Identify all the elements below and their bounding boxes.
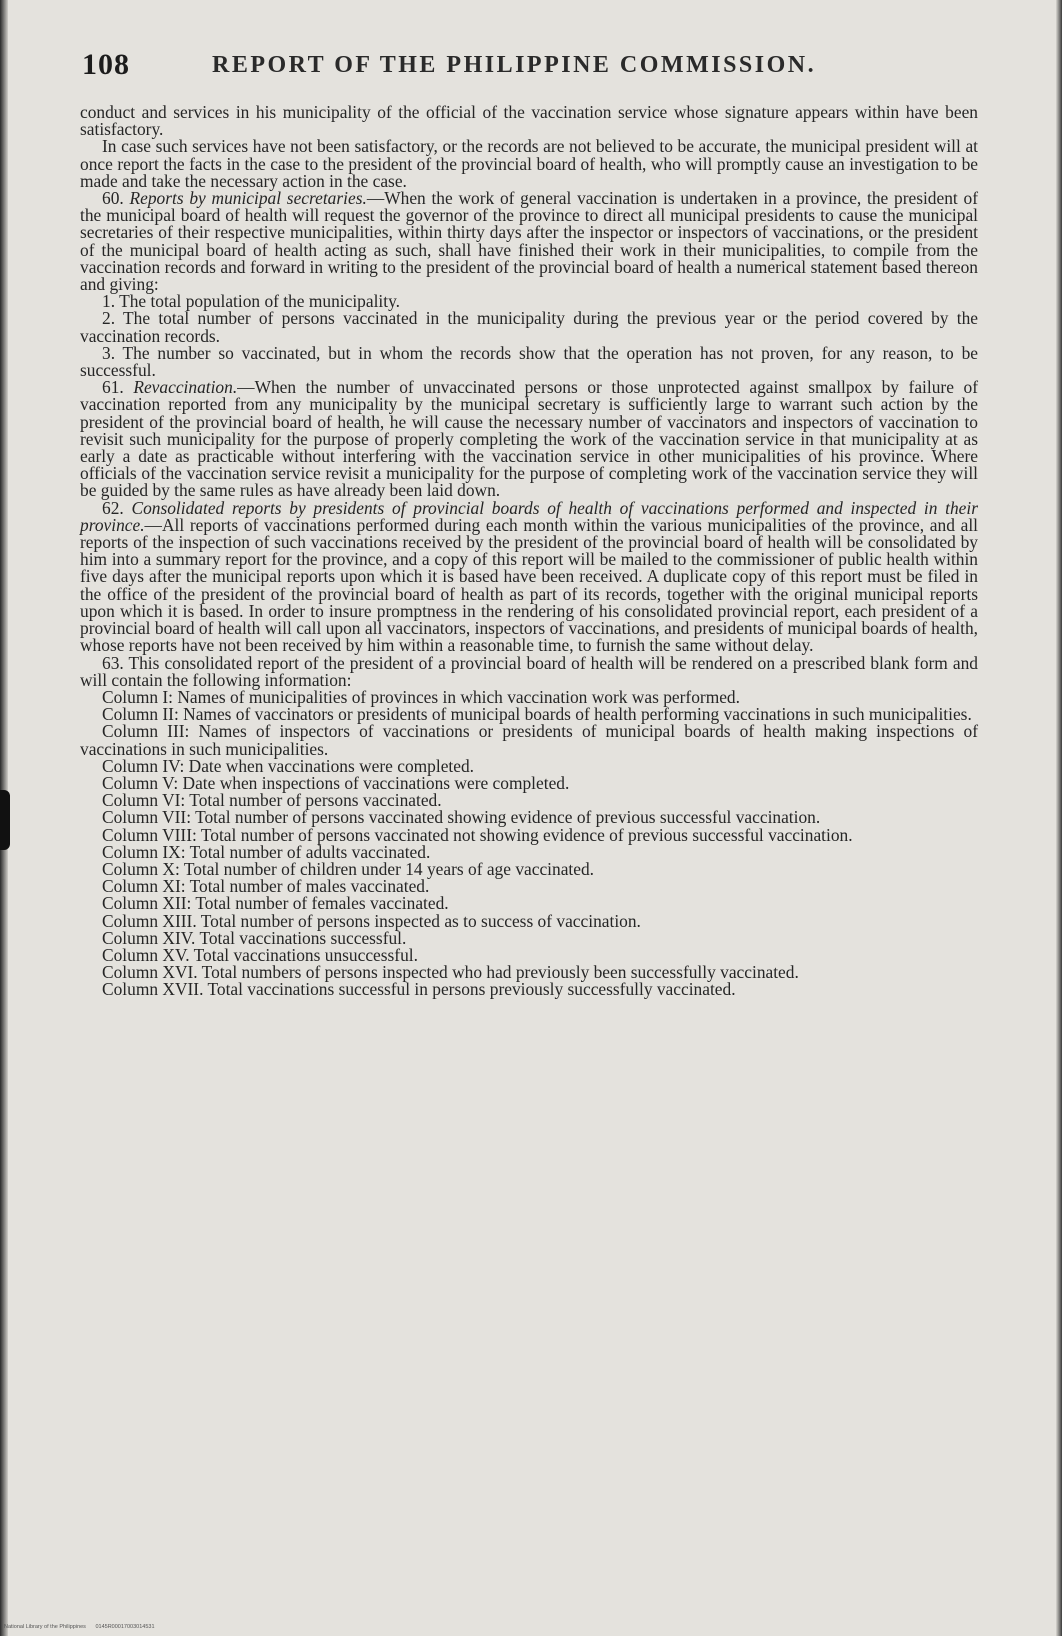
- list-item: 3. The number so vaccinated, but in whom the records show that the operation has not proven, for any reason, to be successful.: [80, 342, 978, 381]
- page-right-edge: [1056, 0, 1062, 1636]
- column-item: Column XIII. Total number of persons inspected as to success of vaccination.: [102, 910, 641, 931]
- column-item: Column VII: Total number of persons vaccinated showing evidence of previous successful vaccination.: [102, 807, 821, 828]
- column-item: Column XVI. Total numbers of persons inspected who had previously been successfully vaccinated.: [102, 962, 799, 983]
- column-item: Column VI: Total number of persons vaccinated.: [102, 790, 442, 811]
- list-item: 1. The total population of the municipality.: [102, 291, 401, 312]
- column-item: Column XII: Total number of females vaccinated.: [102, 893, 449, 914]
- section-title: Reports by municipal secretaries.: [129, 188, 367, 209]
- paragraph-section-63: 63. This consolidated report of the president of a provincial board of health will be rendered on a prescribed blank form and will contain the following information:: [80, 652, 978, 690]
- binding-mark: [0, 790, 10, 850]
- section-body: —When the work of general vaccination is undertaken in a province, the president of the municipal board of health will request the governor of the province to direct all municipal presidents to cause the municipal secretaries of their respective municipalities, within thirty days after the inspector or inspectors of vaccinations, or the president of the municipal board of health acting as such, shall have finished their work in their municipalities, to compile from the vaccination records and forward in writing to the president of the provincial board of health a numerical statement based thereon and giving:: [80, 188, 978, 295]
- scan-id: 0145R00017003014531: [95, 1624, 155, 1630]
- section-number: 62.: [102, 497, 124, 518]
- paragraph-section-60: [80, 190, 978, 293]
- column-item: Column II: Names of vaccinators or presidents of municipal boards of health performing vaccinations in such municipalities.: [102, 704, 972, 725]
- section-number: 60.: [102, 188, 124, 209]
- column-item: Column XVII. Total vaccinations successful in persons previously successfully vaccinated.: [102, 979, 736, 1000]
- library-credit: National Library of the Philippines: [4, 1624, 86, 1630]
- page-header: [82, 48, 982, 88]
- column-item: Column I: Names of municipalities of provinces in which vaccination work was performed.: [102, 686, 740, 707]
- column-item: Column IX: Total number of adults vaccinated.: [102, 841, 431, 862]
- paragraph-section-61: [80, 379, 978, 499]
- section-body: —All reports of vaccinations performed during each month within the various municipalities of the province, and all reports of the inspection of such vaccinations received by the president of the provincial board of health will be consolidated by him into a summary report for the province, and a copy of this report will be mailed to the commissioner of public health within five days after the municipal reports upon which it is based have been received. A duplicate copy of this report must be filed in the office of the president of the provincial board of health as part of its records, together with the original municipal reports upon which it is based. In order to insure promptness in the rendering of his consolidated provincial report, each president of a provincial board of health will call upon all vaccinators, inspectors of vaccinations, and presidents of municipal boards of health, whose reports have not been received by him within a reasonable time, to furnish the same without delay.: [80, 514, 978, 656]
- column-item: Column XIV. Total vaccinations successful.: [102, 927, 407, 948]
- column-item: Column VIII: Total number of persons vaccinated not showing evidence of previous successful vaccination.: [102, 824, 853, 845]
- section-title: Consolidated reports by presidents of provincial boards of health of vaccinations performed and inspected in their province.: [80, 497, 978, 535]
- scan-footer: [4, 1624, 163, 1630]
- column-item: Column III: Names of inspectors of vaccinations or presidents of municipal boards of health making inspections of vaccinations in such municipalities.: [80, 721, 978, 759]
- column-item: Column V: Date when inspections of vaccinations were completed.: [102, 772, 570, 793]
- column-item: Column XI: Total number of males vaccinated.: [102, 876, 430, 897]
- running-head: REPORT OF THE PHILIPPINE COMMISSION.: [212, 52, 817, 78]
- list-item: 2. The total number of persons vaccinated in the municipality during the previous year or the period covered by the vaccination records.: [80, 308, 978, 346]
- section-title: Revaccination.: [133, 377, 238, 398]
- body-text: [80, 104, 978, 999]
- page-number: 108: [82, 48, 130, 81]
- section-number: 61.: [102, 377, 124, 398]
- paragraph-section-62: [80, 497, 978, 656]
- paragraph: conduct and services in his municipality of the official of the vaccination service whose signature appears within have been satisfactory.: [80, 102, 978, 140]
- column-item: Column X: Total number of children under 14 years of age vaccinated.: [102, 858, 595, 879]
- paragraph: In case such services have not been satisfactory, or the records are not believed to be accurate, the municipal president will at once report the facts in the case to the president of the provincial board of health, who will promptly cause an investigation to be made and take the necessary action in the case.: [80, 136, 978, 191]
- column-item: Column IV: Date when vaccinations were completed.: [102, 755, 475, 776]
- column-item: Column XV. Total vaccinations unsuccessful.: [102, 944, 418, 965]
- section-body: —When the number of unvaccinated persons or those unprotected against smallpox by failure of vaccination reported from any municipality by the municipal secretary is sufficiently large to warrant such action by the president of the provincial board of health, he will cause the necessary number of vaccinators and inspectors of vaccination to revisit such municipality for the purpose of properly completing the work of the vaccination service in that municipality at as early a date as practicable without interfering with the vaccination service in other municipalities of his province. Where officials of the vaccination service revisit a municipality for the purpose of completing work of the vaccination service they will be guided by the same rules as have already been laid down.: [80, 377, 978, 501]
